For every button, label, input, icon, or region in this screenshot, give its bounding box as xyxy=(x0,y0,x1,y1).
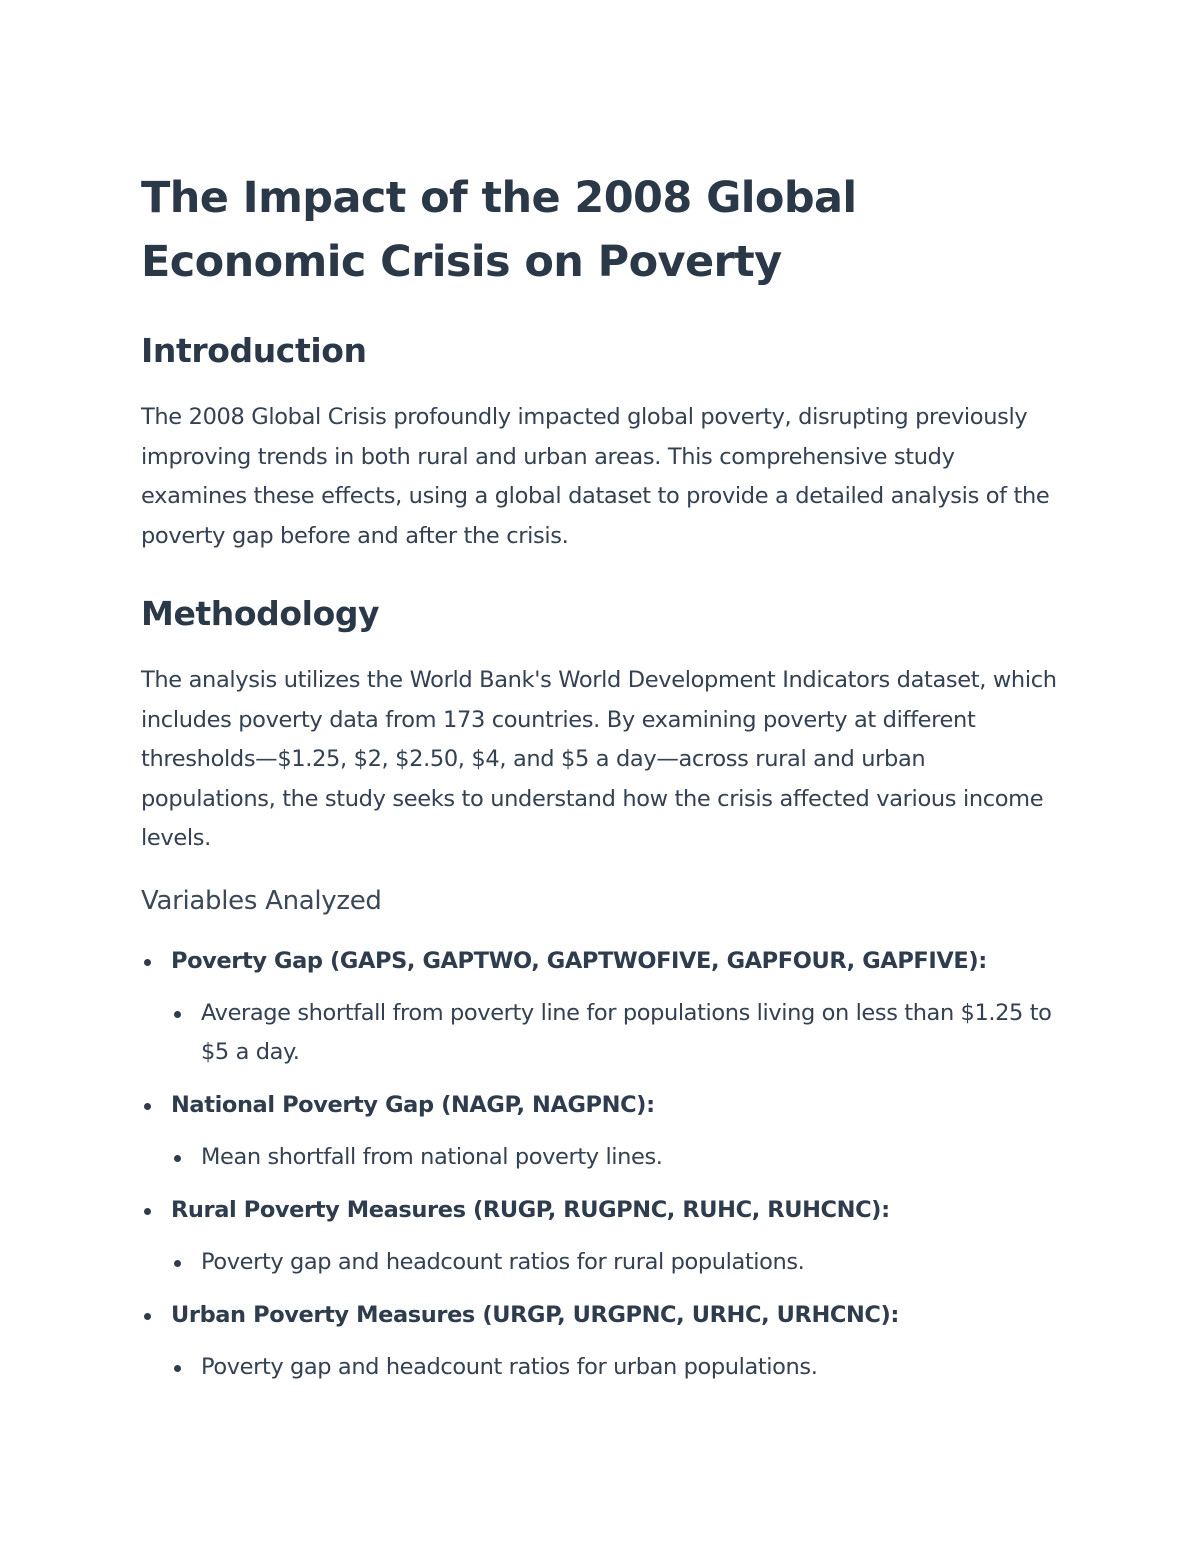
variable-title: Urban Poverty Measures (URGP, URGPNC, URHC, URHCNC): xyxy=(171,1301,900,1328)
variable-detail-text: Poverty gap and headcount ratios for urban populations. xyxy=(201,1353,818,1380)
variables-heading: Variables Analyzed xyxy=(141,885,382,916)
document-page xyxy=(141,166,1061,1401)
document-title: The Impact of the 2008 Global Economic Crisis on Poverty xyxy=(141,173,857,287)
bullet-icon xyxy=(144,1313,151,1320)
variable-detail-list xyxy=(171,1138,1061,1177)
variable-detail xyxy=(171,1243,1061,1282)
variable-detail xyxy=(171,994,1061,1072)
variable-detail xyxy=(171,1348,1061,1387)
bullet-icon xyxy=(174,1011,181,1018)
variable-title: Poverty Gap (GAPS, GAPTWO, GAPTWOFIVE, GAPFOUR, GAPFIVE): xyxy=(171,947,987,974)
variable-item-poverty-gap xyxy=(141,942,1061,1072)
variable-item-rural-poverty xyxy=(141,1191,1061,1282)
variable-detail-list xyxy=(171,994,1061,1072)
bullet-icon xyxy=(144,1208,151,1215)
variable-detail-list xyxy=(171,1243,1061,1282)
bullet-icon xyxy=(174,1365,181,1372)
methodology-paragraph: The analysis utilizes the World Bank's World Development Indicators dataset, which includes poverty data from 173 countries. By examining poverty at different thresholds—$1.25, $2, $2.50, $4, and $5 a day—across rural and urban populations, the study seeks to understand how the crisis affected various income levels. xyxy=(141,667,1057,851)
variable-item-urban-poverty xyxy=(141,1296,1061,1387)
variable-detail-list xyxy=(171,1348,1061,1387)
methodology-heading: Methodology xyxy=(141,594,380,633)
bullet-icon xyxy=(144,1103,151,1110)
introduction-paragraph: The 2008 Global Crisis profoundly impacted global poverty, disrupting previously improving trends in both rural and urban areas. This comprehensive study examines these effects, using a global dataset to provide a detailed analysis of the poverty gap before and after the crisis. xyxy=(141,404,1050,549)
bullet-icon xyxy=(144,959,151,966)
bullet-icon xyxy=(174,1260,181,1267)
introduction-heading: Introduction xyxy=(141,331,367,370)
bullet-icon xyxy=(174,1155,181,1162)
variables-list xyxy=(141,942,1061,1387)
variable-detail-text: Average shortfall from poverty line for populations living on less than $1.25 to $5 a day. xyxy=(201,999,1052,1065)
variable-item-national-poverty-gap xyxy=(141,1086,1061,1177)
variable-title: Rural Poverty Measures (RUGP, RUGPNC, RUHC, RUHCNC): xyxy=(171,1196,890,1223)
variable-detail-text: Mean shortfall from national poverty lines. xyxy=(201,1143,663,1170)
variable-title: National Poverty Gap (NAGP, NAGPNC): xyxy=(171,1091,655,1118)
variable-detail-text: Poverty gap and headcount ratios for rural populations. xyxy=(201,1248,805,1275)
variable-detail xyxy=(171,1138,1061,1177)
